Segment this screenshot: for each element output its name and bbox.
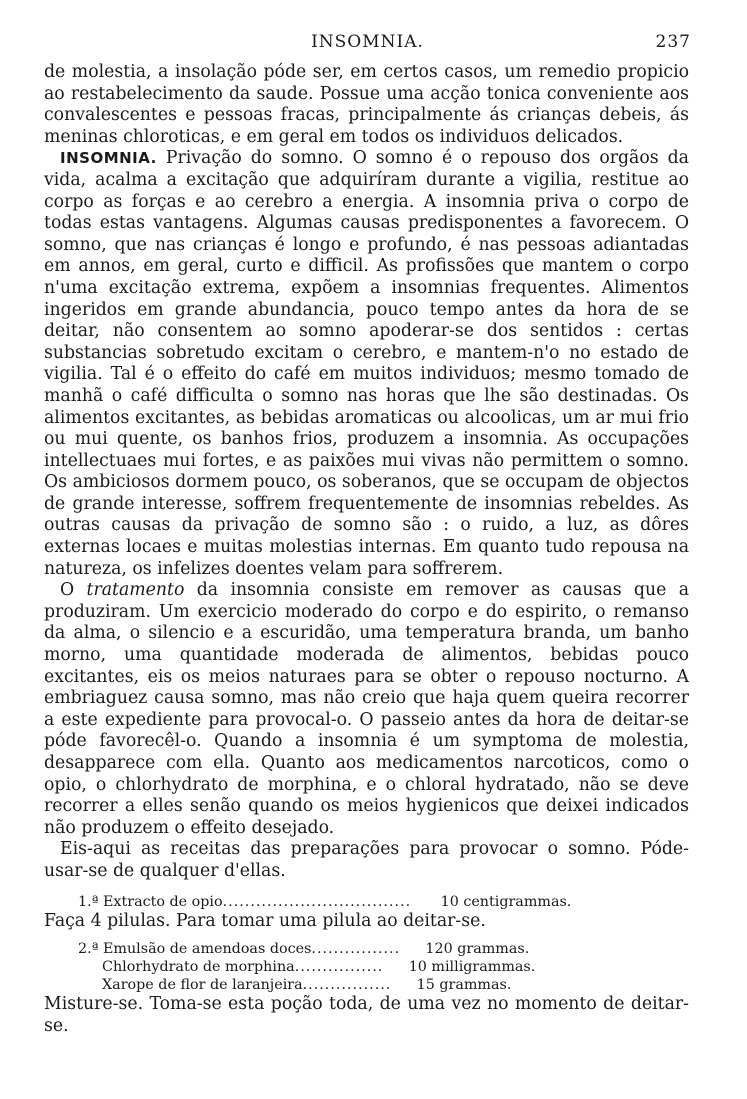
treatment-text: da insomnia consiste em remover as causas que a produziram. Um exercicio moderado do corpo e do espirito, o remanso da alma, o silencio e a escuridão, uma temperatura branda, um banho morno, uma quantidade moderada de alimentos, bebidas pouco excitantes, eis os meios naturaes para se obter o repouso nocturno. A embriaguez causa somno, mas não creio que haja quem queira recorrer a este expediente para provocal-o. O passeio antes da hora de deitar-se póde favorecêl-o. Quando a insomnia é um symptoma de molestia, desapparece com ella. Quanto aos medicamentos narcoticos, como o opio, o chlorhydrato de morphina, e o chloral hydratado, não se deve recorrer a elles senão quando os meios hygienicos que deixei indicados não produzem o effeito desejado. <box>44 580 689 838</box>
leader-dots: .................................. <box>222 893 412 910</box>
dictionary-entry <box>44 148 689 580</box>
leader-dots: ................ <box>311 941 401 958</box>
recipe-2 <box>78 940 689 994</box>
running-header <box>44 32 691 56</box>
leader-dots: ................ <box>302 977 392 994</box>
treatment-lead: O <box>60 580 75 601</box>
ingredient-name: Extracto de opio <box>102 893 223 910</box>
recipe-1 <box>78 893 689 911</box>
page-body <box>44 62 689 1037</box>
ingredient-quantity: 10 centigrammas. <box>440 893 572 910</box>
paragraph-continuation: de molestia, a insolação póde ser, em certos casos, um remedio propicio ao restabelecimento da saude. Possue uma acção tonica conveniente aos convalescentes e pessoas fracas, principalmente ás crianças debeis, ás meninas chloroticas, e em geral em todos os individuos delicados. <box>44 62 689 147</box>
recipe-1-ingredient <box>78 893 689 911</box>
recipe-1-instruction: Faça 4 pilulas. Para tomar uma pilula ao deitar-se. <box>44 910 486 931</box>
recipe-2-ingredient <box>78 976 689 994</box>
recipe-2-ingredient <box>78 958 689 976</box>
recipe-2-number: 2.ª <box>78 941 99 958</box>
recipe-1-number: 1.ª <box>78 893 99 910</box>
recipe-2-instruction: Misture-se. Toma-se esta poção toda, de uma vez no momento de deitar-se. <box>44 994 689 1036</box>
recipe-2-ingredient <box>78 940 689 958</box>
running-title: INSOMNIA. <box>311 32 424 52</box>
treatment-paragraph <box>44 580 689 839</box>
ingredient-name: Xarope de flor de laranjeira <box>102 977 303 994</box>
entry-term: INSOMNIA. <box>60 149 157 168</box>
ingredient-quantity: 10 milligrammas. <box>408 959 536 976</box>
treatment-term: tratamento <box>86 580 185 601</box>
ingredient-quantity: 15 grammas. <box>416 977 512 994</box>
page-number: 237 <box>655 32 691 52</box>
ingredient-name: Chlorhydrato de morphina <box>102 959 295 976</box>
entry-text: Privação do somno. O somno é o repouso dos orgãos da vida, acalma a excitação que adquiríram durante a vigilia, restitue ao corpo as forças e ao cerebro a energia. A insomnia priva o corpo de todas estas vantagens. Algumas causas predisponentes a favorecem. O somno, que nas crianças é longo e profundo, é nas pessoas adiantadas em annos, em geral, curto e difficil. As profissões que mantem o corpo n'uma excitação extrema, expõem a insomnias frequentes. Alimentos ingeridos em grande abundancia, pouco tempo antes da hora de se deitar, não consentem ao somno apoderar-se dos sentidos : certas substancias sobretudo excitam o cerebro, e mantem-n'o no estado de vigilia. Tal é o effeito do café em muitos individuos; mesmo tomado de manhã o café difficulta o somno nas horas que lhe são destinadas. Os alimentos excitantes, as bebidas aromaticas ou alcoolicas, um ar mui frio ou mui quente, os banhos frios, produzem a insomnia. As occupações intellectuaes mui fortes, e as paixões mui vivas não permittem o somno. Os ambiciosos dormem pouco, os soberanos, que se occupam de objectos de grande interesse, soffrem frequentemente de insomnias rebeldes. As outras causas da privação de somno são : o ruido, a luz, as dôres externas locaes e muitas molestias internas. Em quanto tudo repousa na natureza, os infelizes doentes velam para soffrerem. <box>44 148 689 579</box>
recipes-intro: Eis-aqui as receitas das preparações para provocar o somno. Póde-usar-se de qualquer d'ellas. <box>44 839 689 881</box>
leader-dots: ................ <box>294 959 384 976</box>
ingredient-quantity: 120 grammas. <box>425 941 530 958</box>
ingredient-name: Emulsão de amendoas doces <box>102 941 312 958</box>
